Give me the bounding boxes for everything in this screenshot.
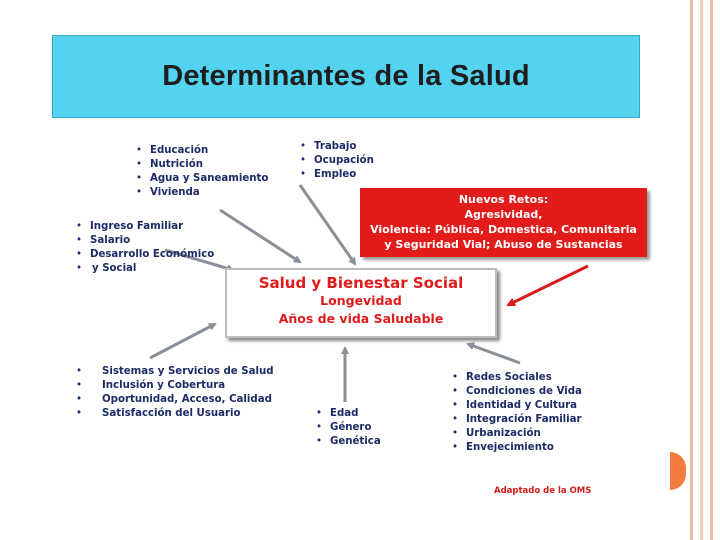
arrow-top-left: [220, 210, 300, 262]
list-item: • Condiciones de Vida: [452, 385, 582, 399]
central-line-2: Años de vida Saludable: [278, 311, 444, 326]
list-item: • Oportunidad, Acceso, Calidad: [76, 393, 274, 407]
list-item: • Ocupación: [300, 154, 374, 168]
list-top-center: [300, 140, 374, 182]
retos-line-3: y Seguridad Vial; Abuso de Sustancias: [384, 238, 623, 251]
list-item: • Agua y Saneamiento: [136, 172, 268, 186]
list-item: • Nutrición: [136, 158, 268, 172]
list-item: • Desarrollo Económico: [76, 248, 214, 262]
list-item: • Sistemas y Servicios de Salud: [76, 365, 274, 379]
retos-heading: Nuevos Retos:: [458, 193, 549, 206]
list-item: • Inclusión y Cobertura: [76, 379, 274, 393]
retos-line-1: Agresividad,: [464, 208, 543, 221]
arrow-bottom-right: [468, 344, 520, 363]
list-left: [76, 220, 214, 276]
central-line-1: Longevidad: [320, 293, 402, 308]
list-item: • Identidad y Cultura: [452, 399, 582, 413]
list-item: • Genética: [316, 435, 381, 449]
arrow-retos: [508, 266, 588, 305]
list-top-left: [136, 144, 268, 200]
list-item: • Salario: [76, 234, 214, 248]
list-item: • Ingreso Familiar: [76, 220, 214, 234]
page-title: Determinantes de la Salud: [162, 60, 530, 92]
list-item: • Urbanización: [452, 427, 582, 441]
list-item: • Empleo: [300, 168, 374, 182]
list-bottom-left: [76, 365, 274, 421]
list-item: • Integración Familiar: [452, 413, 582, 427]
list-item: • Vivienda: [136, 186, 268, 200]
retos-line-2: Violencia: Pública, Domestica, Comunitaria: [370, 223, 637, 236]
list-item: • Envejecimiento: [452, 441, 582, 455]
arrow-bottom-left: [150, 324, 215, 358]
list-item: • Género: [316, 421, 381, 435]
arrow-top-center: [300, 185, 355, 264]
list-item: • Satisfacción del Usuario: [76, 407, 274, 421]
list-item: • y Social: [76, 262, 214, 276]
central-title: Salud y Bienestar Social: [258, 274, 464, 292]
list-item: • Edad: [316, 407, 381, 421]
source-note: Adaptado de la OMS: [494, 486, 592, 496]
list-item: • Educación: [136, 144, 268, 158]
list-bottom-center: [316, 407, 381, 449]
list-item: • Trabajo: [300, 140, 374, 154]
central-concept-box: [225, 268, 497, 338]
list-bottom-right: [452, 371, 582, 455]
list-item: • Redes Sociales: [452, 371, 582, 385]
nuevos-retos-box: [360, 188, 647, 257]
